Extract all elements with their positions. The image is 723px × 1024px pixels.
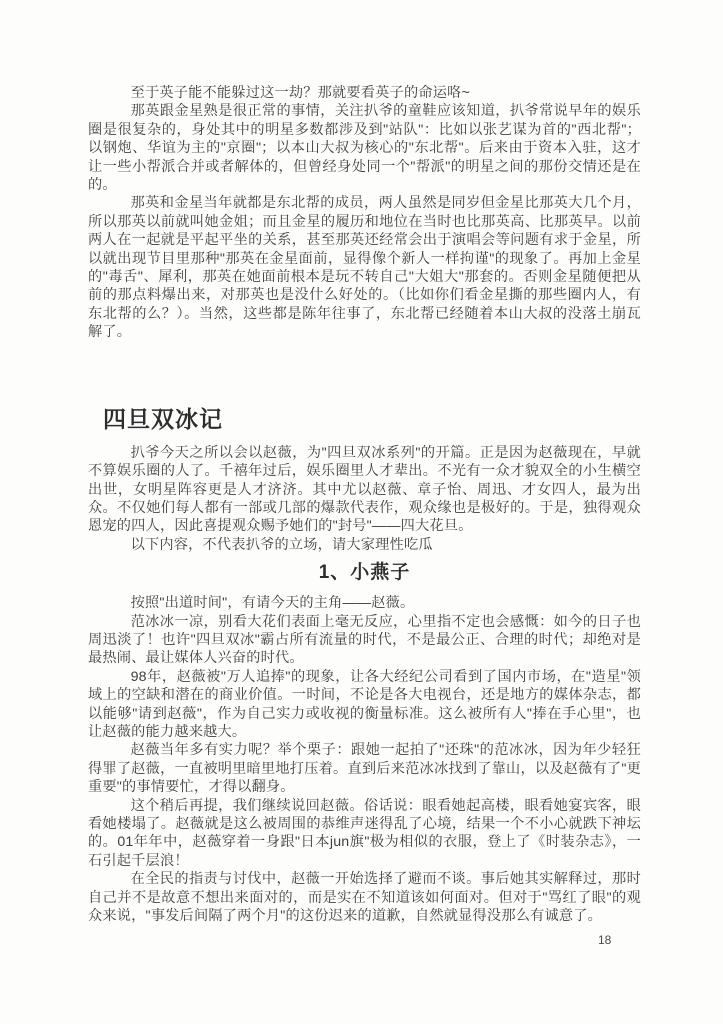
- intro-paragraph-2: 那英跟金星熟是很正常的事情，关注扒爷的童鞋应该知道，扒爷常说早年的娱乐圈是很复杂的，身处其中的明星多数都涉及到"站队"：比如以张艺谋为首的"西北帮"；以钢炮、华谊为主的"京圈"；以本山大叔为核心的"东北帮"。后来由于资本入驻，这才让一些小帮派合并或者解体的，但曾经身处同一个"帮派"的明星之间的那份交情还是在的。: [88, 103, 641, 194]
- section-1-paragraph-6: 在全民的指责与讨伐中，赵薇一开始选择了避而不谈。事后她其实解释过，那时自己并不是故意不想出来面对的，而是实在不知道该如何面对。但对于"骂红了眼"的观众来说，"事发后间隔了两个月"的这份迟来的道歉，自然就显得没那么有诚意了。: [88, 871, 641, 925]
- intro-paragraph-1: 至于英子能不能躲过这一劫？那就要看英子的命运咯~: [130, 85, 470, 101]
- section-1-heading: 1、小燕子: [318, 562, 411, 584]
- page-number: 18: [598, 933, 612, 947]
- chapter-paragraph-1: 扒爷今天之所以会以赵薇，为"四旦双冰系列"的开篇。正是因为赵薇现在，早就不算娱乐圈的人了。千禧年过后，娱乐圈里人才辈出。不光有一众才貌双全的小生横空出世，女明星阵容更是人才济济。其中尤以赵薇、章子怡、周迅、才女四人，最为出众。不仅她们每人都有一部或几部的爆款代表作，观众缘也是极好的。于是，独得观众恩宠的四人，因此喜提观众赐予她们的"封号"——四大花旦。: [88, 444, 641, 535]
- section-1-paragraph-5: 这个稍后再提，我们继续说回赵薇。俗话说：眼看她起高楼，眼看她宴宾客，眼看她楼塌了。赵薇就是这么被周围的恭维声迷得乱了心境，结果一个不小心就跌下神坛的。01年年中，赵薇穿着一身跟"日本jun旗"极为相似的衣服，登上了《时装杂志》，一石引起千层浪！: [88, 797, 641, 869]
- section-1-paragraph-3: 98年，赵薇被"万人追捧"的现象，让各大经纪公司看到了国内市场，在"造星"领域上的空缺和潜在的商业价值。一时间，不论是各大电视台，还是地方的媒体杂志，都以能够"请到赵薇"，作为自己实力或收视的衡量标准。这么被所有人"捧在手心里"，也让赵薇的能力越来越大。: [88, 668, 641, 740]
- intro-paragraph-3: 那英和金星当年就都是东北帮的成员，两人虽然是同岁但金星比那英大几个月，所以那英以前就叫她金姐；而且金星的履历和地位在当时也比那英高、比那英早。以前两人在一起就是平起平坐的关系，甚至那英还经常会出于演唱会等问题有求于金星，所以就出现节目里那种"那英在金星面前，显得像个新人一样拘谨"的现象了。再加上金星的"毒舌"、犀利，那英在她面前根本是玩不转自己"大姐大"那套的。否则金星随便把从前的那点料爆出来，对那英也是没什么好处的。（比如你们看金星撕的那些圈内人，有东北帮的么？）。当然，这些都是陈年往事了，东北帮已经随着本山大叔的没落土崩瓦解了。: [88, 195, 641, 341]
- article-body: [88, 84, 641, 925]
- section-1-paragraph-1: 按照"出道时间"，有请今天的主角——赵薇。: [130, 595, 415, 612]
- section-1-paragraph-4: 赵薇当年多有实力呢？举个栗子：跟她一起拍了"还珠"的范冰冰，因为年少轻狂得罪了赵薇，一直被明里暗里地打压着。直到后来范冰冰找到了靠山，以及赵薇有了"更重要"的事情要忙，才得以翻身。: [88, 742, 641, 796]
- section-1-paragraph-2: 范冰冰一凉，别看大花们表面上毫无反应，心里指不定也会感慨：如今的日子也周迅淡了！也许"四旦双冰"霸占所有流量的时代，不是最公正、合理的时代；却绝对是最热闹、最让媒体人兴奋的时代。: [88, 613, 641, 667]
- chapter-title: 四旦双冰记: [103, 405, 223, 432]
- chapter-disclaimer: 以下内容，不代表扒爷的立场，请大家理性吃瓜: [130, 536, 433, 553]
